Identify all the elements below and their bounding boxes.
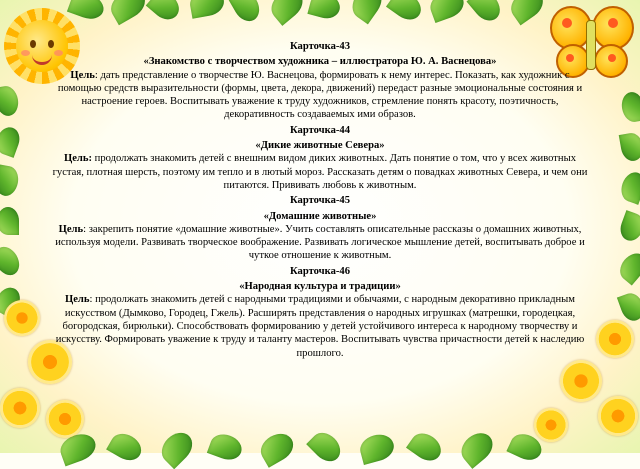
card-title: Карточка-46 bbox=[289, 265, 350, 277]
flower-decoration bbox=[534, 408, 568, 442]
flower-decoration bbox=[598, 396, 638, 436]
card-subtitle: «Дикие животные Севера» bbox=[255, 140, 385, 152]
leaf-decoration bbox=[146, 0, 184, 25]
goal-separator: : bbox=[94, 69, 101, 81]
goal-text: дать представление о творчестве Ю. Васнецова, формировать к нему интерес. Показать, как художник с помощью средств выразительности (формы, цвета, декора, движений) передаст разные эмоциональные состояния и настроение героев. Воспитывать уважение к труду художников, стремление понять красоту, поэтичность, декоративность создаваемых ими образов. bbox=[57, 69, 583, 121]
leaf-decoration bbox=[228, 0, 265, 26]
goal-text: закрепить понятие «домашние животные». Учить составлять описательные рассказы о домашних животных, используя модели. Развивать творческое воображение. Развивать логическое мышление детей, воспитывать доброе и чуткое отношение к животным. bbox=[55, 223, 585, 262]
leaf-decoration bbox=[0, 243, 24, 280]
leaf-decoration bbox=[617, 290, 640, 324]
flower-decoration bbox=[596, 320, 634, 358]
leaf-decoration bbox=[188, 0, 226, 19]
leaf-decoration bbox=[467, 0, 506, 26]
card-goal bbox=[52, 223, 588, 263]
leaf-decoration bbox=[357, 431, 397, 465]
leaf-decoration bbox=[0, 207, 19, 235]
leaf-decoration bbox=[0, 84, 20, 117]
card-goal bbox=[52, 293, 588, 359]
leaf-decoration bbox=[0, 124, 23, 158]
leaf-decoration bbox=[306, 427, 346, 467]
goal-separator: : bbox=[89, 294, 96, 306]
card-subtitle: «Народная культура и традиции» bbox=[239, 281, 401, 293]
leaf-decoration bbox=[106, 0, 150, 25]
leaf-decoration bbox=[207, 430, 245, 463]
goal-label: Цель bbox=[64, 294, 90, 306]
flower-decoration bbox=[560, 360, 602, 402]
leaf-decoration bbox=[618, 169, 640, 205]
card-subtitle: «Домашние животные» bbox=[263, 210, 377, 222]
leaf-decoration bbox=[617, 210, 640, 244]
leaf-decoration bbox=[456, 427, 499, 469]
leaf-decoration bbox=[347, 0, 388, 24]
leaf-decoration bbox=[506, 0, 549, 25]
leaf-decoration bbox=[619, 131, 640, 162]
goal-label: Цель bbox=[58, 223, 84, 235]
card-title: Карточка-43 bbox=[289, 41, 350, 52]
leaf-decoration bbox=[620, 90, 640, 123]
goal-label: Цель bbox=[70, 69, 95, 81]
leaf-decoration bbox=[386, 0, 426, 25]
flower-decoration bbox=[0, 388, 40, 428]
leaf-decoration bbox=[106, 429, 146, 466]
card-subtitle: «Знакомство с творчеством художника – иллюстратора Ю. А. Васнецова» bbox=[143, 56, 497, 68]
leaf-decoration bbox=[615, 248, 640, 285]
goal-text: продолжать знакомить детей с внешним видом диких животных. Дать понятие о том, что у всех животных густая, плотная шерсть, поэтому им тепло и в лютый мороз. Рассказать детям о повадках животных Севера, и чем они питаются. Прививать любовь к животным. bbox=[52, 153, 588, 191]
goal-separator: : bbox=[83, 223, 89, 235]
goal-text: продолжать знакомить детей с народными традициями и обычаями, с народным декоративно прикладным искусством (Дымково, Городец, Гжель). Расширять представления о народных игрушках (матрешки, городецкая, богородская, бирюльки). Способствовать формированию у детей устойчивого интереса к народному творчеству и искусству. Формировать уважение к труду и таланту мастеров. Воспитывать чувства причастности детей к наследию прошлого. bbox=[55, 294, 585, 359]
card-title: Карточка-45 bbox=[289, 195, 350, 207]
leaf-decoration bbox=[266, 0, 309, 26]
card-goal bbox=[52, 69, 588, 122]
leaf-decoration bbox=[406, 428, 446, 466]
card-goal bbox=[52, 152, 588, 192]
cards-content bbox=[52, 38, 588, 360]
flower-decoration bbox=[4, 300, 40, 336]
card-title: Карточка-44 bbox=[289, 124, 350, 136]
leaf-decoration bbox=[0, 164, 20, 197]
leaf-decoration bbox=[427, 0, 468, 23]
leaf-decoration bbox=[256, 428, 298, 468]
goal-label: Цель: bbox=[63, 153, 92, 165]
leaf-decoration bbox=[156, 427, 198, 469]
flower-decoration bbox=[46, 400, 84, 438]
leaf-decoration bbox=[307, 0, 342, 21]
